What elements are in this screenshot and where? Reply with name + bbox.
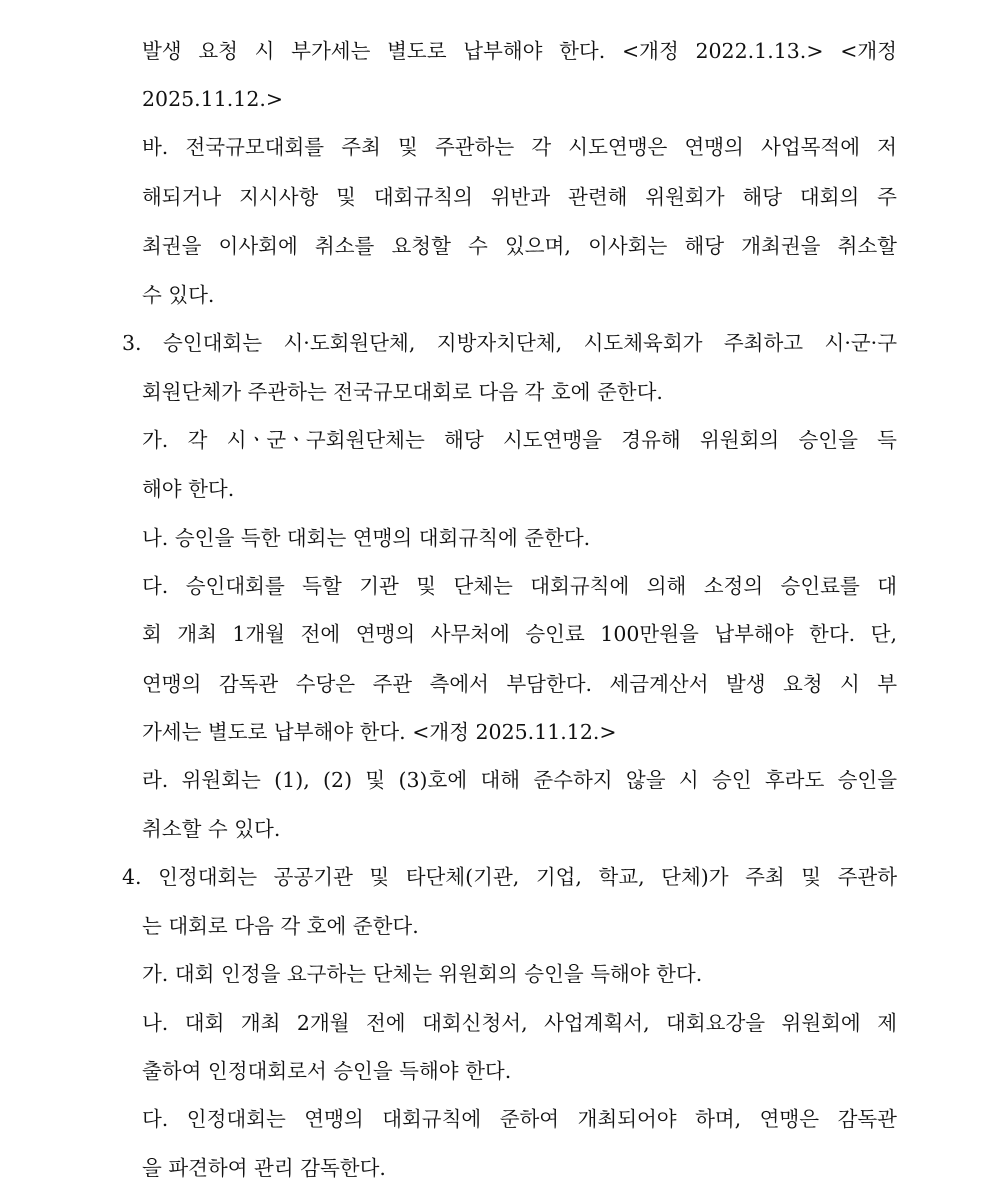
text-line: 4. 인정대회는 공공기관 및 타단체(기관, 기업, 학교, 단체)가 주최 및 주관하 — [122, 865, 897, 889]
text-line: 회 개최 1개월 전에 연맹의 사무처에 승인료 100만원을 납부해야 한다. 단, — [142, 622, 897, 646]
text-line: 다. 승인대회를 득할 기관 및 단체는 대회규칙에 의해 소정의 승인료를 대 — [142, 574, 897, 598]
text-line: 2025.11.12.> — [142, 87, 284, 111]
text-line: 수 있다. — [142, 283, 215, 307]
text-line: 해야 한다. — [142, 477, 235, 501]
text-line: 바. 전국규모대회를 주최 및 주관하는 각 시도연맹은 연맹의 사업목적에 저 — [142, 135, 897, 159]
text-line: 연맹의 감독관 수당은 주관 측에서 부담한다. 세금계산서 발생 요청 시 부 — [142, 672, 897, 696]
text-line: 3. 승인대회는 시·도회원단체, 지방자치단체, 시도체육회가 주최하고 시·군·구 — [122, 331, 897, 355]
text-line: 최권을 이사회에 취소를 요청할 수 있으며, 이사회는 해당 개최권을 취소할 — [142, 234, 897, 258]
text-line: 는 대회로 다음 각 호에 준한다. — [142, 914, 419, 938]
text-line: 다. 인정대회는 연맹의 대회규칙에 준하여 개최되어야 하며, 연맹은 감독관 — [142, 1107, 897, 1131]
text-line: 출하여 인정대회로서 승인을 득해야 한다. — [142, 1059, 512, 1083]
text-line: 라. 위원회는 (1), (2) 및 (3)호에 대해 준수하지 않을 시 승인 후라도 승인을 — [142, 768, 897, 792]
text-line: 가. 대회 인정을 요구하는 단체는 위원회의 승인을 득해야 한다. — [142, 962, 703, 986]
text-line: 취소할 수 있다. — [142, 817, 281, 841]
text-line: 을 파견하여 관리 감독한다. — [142, 1156, 386, 1180]
text-line: 나. 대회 개최 2개월 전에 대회신청서, 사업계획서, 대회요강을 위원회에 제 — [142, 1011, 897, 1035]
text-line: 발생 요청 시 부가세는 별도로 납부해야 한다. <개정 2022.1.13.> <개정 — [142, 39, 897, 63]
text-line: 나. 승인을 득한 대회는 연맹의 대회규칙에 준한다. — [142, 526, 591, 550]
text-line: 해되거나 지시사항 및 대회규칙의 위반과 관련해 위원회가 해당 대회의 주 — [142, 185, 897, 209]
text-line: 가. 각 시ㆍ군ㆍ구회원단체는 해당 시도연맹을 경유해 위원회의 승인을 득 — [142, 428, 897, 452]
text-line: 가세는 별도로 납부해야 한다. <개정 2025.11.12.> — [142, 720, 617, 744]
text-line: 회원단체가 주관하는 전국규모대회로 다음 각 호에 준한다. — [142, 380, 663, 404]
